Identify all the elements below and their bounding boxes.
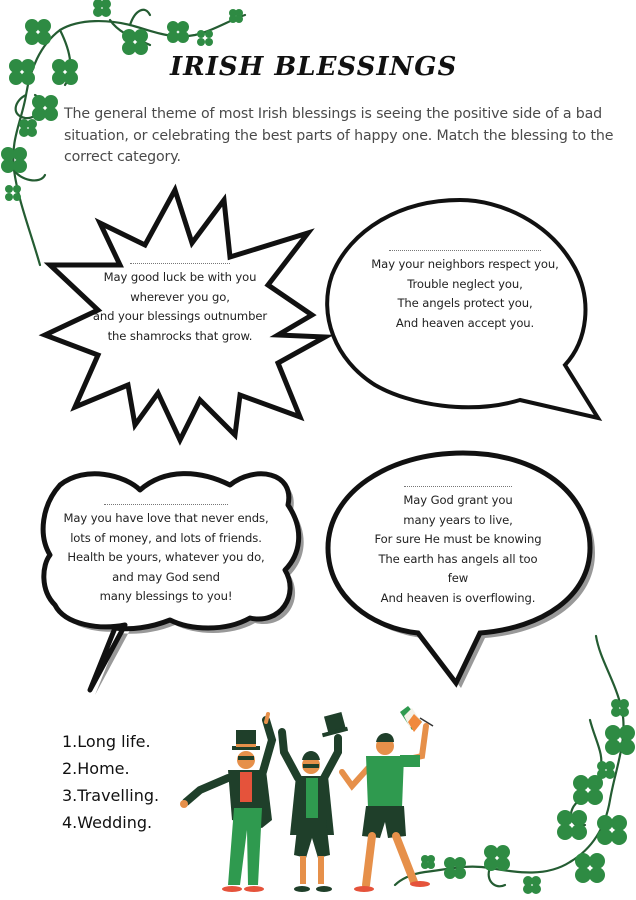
category-item: 4.Wedding. bbox=[62, 813, 153, 832]
blessing-line: The earth has angels all too bbox=[378, 551, 538, 566]
category-item: 1.Long life. bbox=[62, 732, 151, 751]
blessing-line: The angels protect you, bbox=[397, 296, 533, 310]
blessing-line: Health be yours, whatever you do, bbox=[67, 550, 265, 564]
blessing-line: many years to live, bbox=[403, 512, 513, 527]
blessing-line: and your blessings outnumber bbox=[92, 309, 268, 323]
intro-paragraph: The general theme of most Irish blessings is seeing the positive side of a bad situation, or celebrating the best parts of happy one. Match the blessing to the correct category. bbox=[64, 106, 614, 165]
blessing-line: and may God send bbox=[112, 569, 220, 584]
blessing-line: And heaven accept you. bbox=[395, 315, 535, 330]
blessing-line: For sure He must be knowing bbox=[374, 532, 542, 546]
blessing-line: May good luck be with you bbox=[103, 270, 257, 284]
blessing-line: lots of money, and lots of friends. bbox=[70, 530, 262, 545]
blessing-line: May your neighbors respect you, bbox=[371, 257, 559, 271]
category-item: 3.Travelling. bbox=[62, 786, 160, 805]
blessing-line: the shamrocks that grow. bbox=[107, 328, 253, 343]
blessing-line: And heaven is overflowing. bbox=[380, 590, 536, 605]
blessing-line: May God grant you bbox=[403, 493, 513, 507]
blessing-line: May you have love that never ends, bbox=[63, 511, 269, 525]
page-title-text: IRISH BLESSINGS bbox=[170, 52, 458, 82]
blessing-line: few bbox=[447, 571, 469, 585]
blessing-line: many blessings to you! bbox=[99, 589, 233, 603]
blessing-line: wherever you go, bbox=[130, 289, 230, 304]
blessing-line: Trouble neglect you, bbox=[407, 276, 523, 291]
category-item: 2.Home. bbox=[62, 759, 130, 778]
